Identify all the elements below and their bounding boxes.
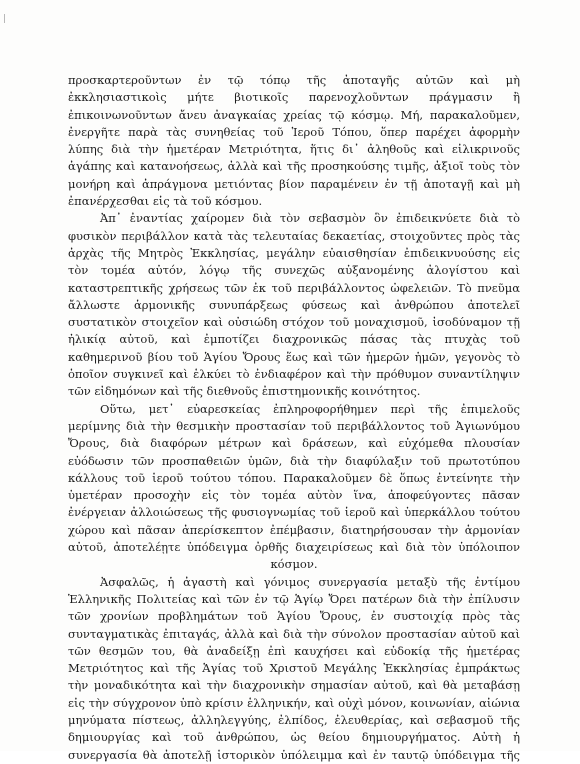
text-line: καταστρεπτικῆς χρήσεως τῶν ἐκ τοῦ περιβάλλοντος ὠφελειῶν. Τὸ πνεῦμα — [68, 280, 520, 295]
text-line: εὐόδωσιν τῶν προσπαθειῶν ὑμῶν, διὰ τὴν διαφύλαξιν τοῦ πρωτοτύπου — [68, 453, 520, 468]
text-line: μερίμνης διὰ τὴν θεσμικὴν προστασίαν τοῦ περιβάλλοντος τοῦ Ἀγιωνύμου — [68, 418, 520, 433]
text-line: μονήρη καὶ ἀπράγμονα μετιόντας βίον παραμένειν ἐν τῇ ἀποταγῇ καὶ μὴ — [68, 176, 520, 191]
text-line: τῶν εἰδημόνων καὶ τῆς διεθνοῦς ἐπιστημονικῆς κοινότητος. — [68, 384, 421, 399]
text-line: δημιουργίας καὶ τοῦ ἀνθρώπου, ὡς θείου δημιουργήματος. Αὐτὴ ἡ — [68, 730, 520, 745]
text-line: ἠλικίᾳ αὐτοῦ, καὶ ἐμποτίζει διαχρονικῶς πάσας τὰς πτυχὰς τοῦ — [68, 332, 520, 347]
text-line: καθημερινοῦ βίου τοῦ Ἁγίου Ὄρους ἕως καὶ τῶν ἡμερῶν ἡμῶν, γεγονὸς τὸ — [68, 349, 520, 364]
text-line: Ὄρους, διὰ διαφόρων μέτρων καὶ δράσεων, καὶ εὐχόμεθα πλουσίαν — [68, 436, 520, 451]
text-line: ἐνεργῆτε παρὰ τὰς συνηθείας τοῦ Ἱεροῦ Τόπου, ὅπερ παρέχει ἀφορμὴν — [68, 124, 520, 139]
paragraph-4 — [68, 574, 520, 764]
text-line: ἐνέργειαν ἀλλοιώσεως τῆς φυσιογνωμίας τοῦ ἱεροῦ καὶ ὑπερκάλλου τούτου — [68, 505, 520, 520]
document-body — [68, 72, 520, 764]
text-line: κάλλους τοῦ ἱεροῦ τούτου τόπου. Παρακαλοῦμεν δὲ ὅπως ἐντείνητε τὴν — [68, 470, 520, 485]
text-line: συστατικὸν στοιχεῖον καὶ οὐσιώδη στόχον τοῦ μοναχισμοῦ, ἰσοδύναμον τῇ — [68, 315, 520, 330]
margin-mark — [4, 14, 5, 23]
text-line: λύπης διὰ τὴν ἡμετέραν Μετριότητα, ἥτις δι᾽ ἀληθοῦς καὶ εἰλικρινοῦς — [68, 142, 520, 157]
text-line: ἀρχὰς τῆς Μητρὸς Ἐκκλησίας, μεγάλην εὐαισθησίαν ἐπιδεικνυούσης εἰς — [68, 245, 520, 260]
text-line: ὑμετέραν προσοχὴν εἰς τὸν τομέα αὐτὸν ἵνα, ἀποφεύγοντες πᾶσαν — [68, 488, 520, 503]
text-line: τὸν τομέα αὐτόν, λόγῳ τῆς συνεχῶς αὐξανομένης ἀλογίστου καὶ — [68, 263, 520, 278]
paragraph-3 — [68, 401, 520, 574]
paragraph-2 — [68, 210, 520, 400]
text-line: ὁποῖον συγκινεῖ καὶ ἑλκύει τὸ ἐνδιαφέρον καὶ τὴν πρόθυμον συναντίληψιν — [68, 367, 520, 382]
text-line: χώρου καὶ πᾶσαν ἀπερίσκεπτον ἐπέμβασιν, διατηρήσουσαν τὴν ἁρμονίαν — [68, 522, 520, 537]
text-line: Μετριότητος καὶ τῆς Ἁγίας τοῦ Χριστοῦ Μεγάλης Ἐκκλησίας ἐμπράκτως — [68, 661, 520, 676]
text-line: ἀγάπης καὶ κατανοήσεως, ἀλλὰ καὶ τῆς προσηκούσης τιμῆς, ἀξιοῖ τοὺς τὸν — [68, 159, 520, 174]
text-line: ἄλλωστε ἁρμονικῆς συνυπάρξεως φύσεως καὶ ἀνθρώπου ἀποτελεῖ — [68, 297, 520, 312]
text-line: αὐτοῦ, ἀποτελέῃτε ὑπόδειγμα ὀρθῆς διαχειρίσεως καὶ διὰ τὸν ὑπόλοιπον — [68, 540, 520, 555]
text-line: εἰς τὴν σύγχρονον ὑπὸ κρίσιν ἑλληνικήν, καὶ οὐχὶ μόνον, κοινωνίαν, αἰώνια — [68, 695, 520, 710]
text-line: Ἀσφαλῶς, ἡ ἀγαστὴ καὶ γόνιμος συνεργασία μεταξὺ τῆς ἐντίμου — [100, 574, 520, 589]
text-line: τῶν θεσμῶν του, θὰ ἀναδείξῃ ἐπὶ καυχήσει καὶ εὐδοκίᾳ τῆς ἡμετέρας — [68, 643, 520, 658]
text-line: ἐπικοινωνοῦντων ἄνευ ἀναγκαίας χρείας τῷ κόσμῳ. Μή, παρακαλοῦμεν, — [68, 107, 520, 122]
text-line: Ἀπ᾽ ἐναντίας χαίρομεν διὰ τὸν σεβασμὸν ὃν ἐπιδεικνύετε διὰ τὸ — [100, 211, 520, 226]
text-line: συνεργασία θὰ ἀποτελῇ ἱστορικὸν ὑπόλειμμα καὶ ἐν ταυτῷ ὑπόδειγμα τῆς — [68, 747, 520, 762]
text-line: κόσμον. — [270, 557, 318, 572]
text-line: Ἑλληνικῆς Πολιτείας καὶ τῶν ἐν τῷ Ἁγίῳ Ὄρει πατέρων διὰ τὴν ἐπίλυσιν — [68, 591, 520, 606]
text-line: ἐκκλησιαστικοὶς μήτε βιοτικοῖς παρενοχλοῦντων πράγμασιν ἢ — [68, 90, 520, 105]
text-line: προσκαρτεροῦντων ἐν τῷ τόπῳ τῆς ἀποταγῆς αὐτῶν καὶ μὴ — [68, 73, 520, 87]
text-line: τὴν μοναδικότητα καὶ τὴν διαχρονικὴν σημασίαν αὐτοῦ, καὶ θὰ μεταβάσῃ — [68, 678, 520, 693]
text-line: ἐπανέρχεσθαι εἰς τὰ τοῦ κόσμου. — [68, 194, 263, 209]
text-line: συνταγματικὰς ἐπιταγάς, ἀλλὰ καὶ διὰ τὴν σύνολον προστασίαν αὐτοῦ καὶ — [68, 626, 520, 641]
paragraph-1 — [68, 72, 520, 210]
text-line: τῶν χρονίων προβλημάτων τοῦ Ἁγίου Ὄρους, ἐν συστοιχίᾳ πρὸς τὰς — [68, 609, 520, 624]
text-line: Οὕτω, μετ᾽ εὐαρεσκείας ἐπληροφορήθημεν περὶ τῆς ἐπιμελοῦς — [100, 401, 520, 416]
text-line: μηνύματα πίστεως, ἀλληλεγγύης, ἐλπίδος, ἐλευθερίας, καὶ σεβασμοῦ τῆς — [68, 712, 520, 727]
text-line: φυσικὸν περιβάλλον κατὰ τὰς τελευταίας δεκαετίας, στοιχοῦντες πρὸς τὰς — [68, 228, 520, 243]
